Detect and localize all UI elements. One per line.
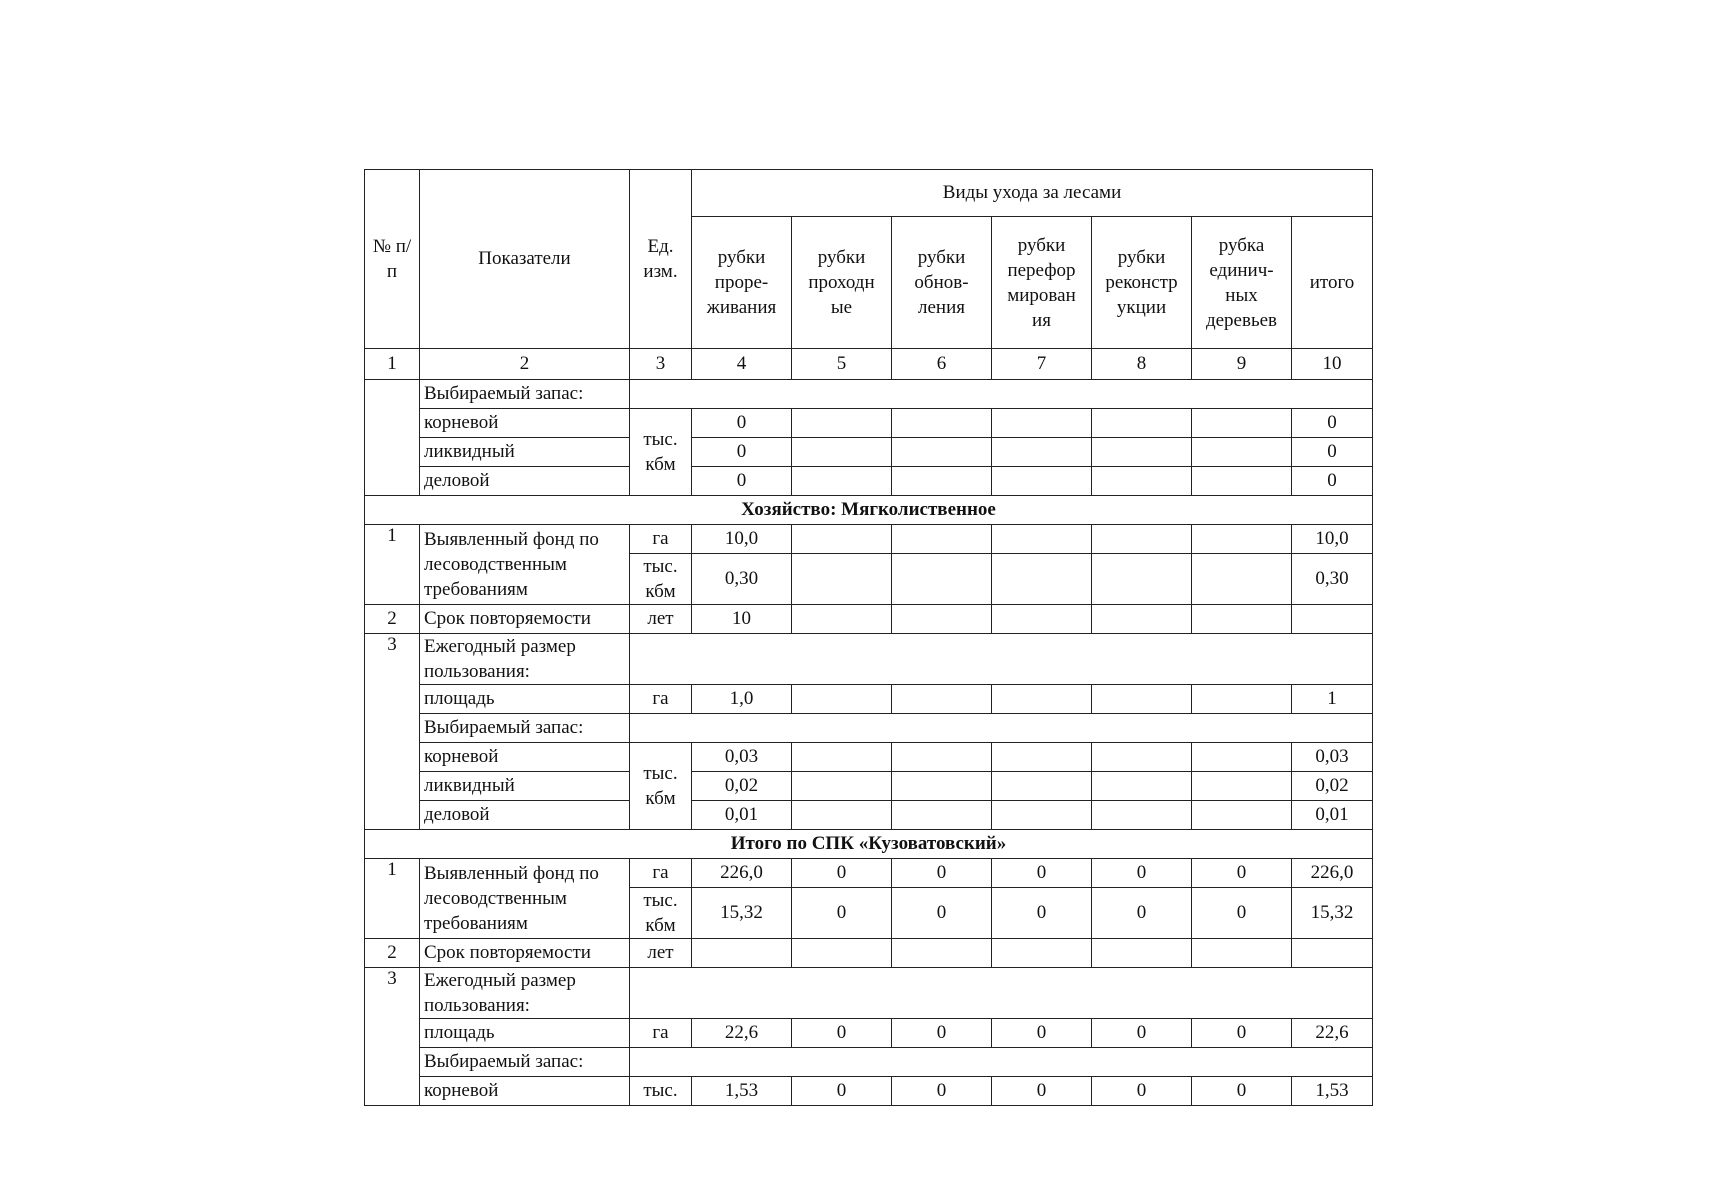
table-row <box>365 714 1373 743</box>
header-col-8: рубки реконстр укции <box>1092 217 1192 349</box>
value-cell: 10,0 <box>692 525 792 554</box>
value-cell: 0 <box>1092 1077 1192 1106</box>
table-row <box>365 380 1373 409</box>
row-label: ликвидный <box>420 438 630 467</box>
value-cell: 0,03 <box>692 743 792 772</box>
table-row <box>365 634 1373 685</box>
total-cell: 0,02 <box>1292 772 1373 801</box>
table-row <box>365 1048 1373 1077</box>
value-cell: 1,53 <box>692 1077 792 1106</box>
col-number: 2 <box>420 349 630 380</box>
unit-cell: тыс. кбм <box>630 554 692 605</box>
empty-span <box>630 634 1373 685</box>
total-cell: 0,03 <box>1292 743 1373 772</box>
value-cell: 0 <box>1192 1077 1292 1106</box>
col-number: 6 <box>892 349 992 380</box>
header-col-6: рубки обнов-ления <box>892 217 992 349</box>
value-cell: 0 <box>792 888 892 939</box>
row-num: 3 <box>365 968 420 1106</box>
row-label: деловой <box>420 801 630 830</box>
table-row <box>365 467 1373 496</box>
table-row <box>365 939 1373 968</box>
row-label: Выбираемый запас: <box>420 1048 630 1077</box>
header-unit: Ед. изм. <box>630 170 692 349</box>
row-label: Выявленный фонд по лесоводственным требованиям <box>420 525 630 605</box>
total-cell: 0,01 <box>1292 801 1373 830</box>
value-cell: 0 <box>1092 1019 1192 1048</box>
col-number: 10 <box>1292 349 1373 380</box>
row-label: корневой <box>420 409 630 438</box>
row-label: ликвидный <box>420 772 630 801</box>
value-cell: 0 <box>792 1077 892 1106</box>
value-cell: 0 <box>1092 888 1192 939</box>
table-row <box>365 1077 1373 1106</box>
table-row <box>365 438 1373 467</box>
unit-cell: га <box>630 1019 692 1048</box>
row-label: площадь <box>420 1019 630 1048</box>
unit-cell: лет <box>630 939 692 968</box>
value-cell: 0,02 <box>692 772 792 801</box>
table-row <box>365 685 1373 714</box>
row-label: Выявленный фонд по лесоводственным требованиям <box>420 859 630 939</box>
table-row <box>365 1019 1373 1048</box>
total-cell: 10,0 <box>1292 525 1373 554</box>
total-cell: 15,32 <box>1292 888 1373 939</box>
section-header-row <box>365 830 1373 859</box>
value-cell: 0 <box>692 409 792 438</box>
total-cell: 1,53 <box>1292 1077 1373 1106</box>
row-label: корневой <box>420 1077 630 1106</box>
col-number: 3 <box>630 349 692 380</box>
section-header-row <box>365 496 1373 525</box>
table-row <box>365 525 1373 554</box>
value-cell: 0 <box>792 859 892 888</box>
table-row <box>365 859 1373 888</box>
value-cell: 0 <box>892 888 992 939</box>
value-cell: 0 <box>992 888 1092 939</box>
unit-cell: га <box>630 685 692 714</box>
value-cell: 0 <box>1192 859 1292 888</box>
row-num: 1 <box>365 525 420 605</box>
value-cell: 0 <box>892 1077 992 1106</box>
value-cell: 0 <box>1092 859 1192 888</box>
section-title: Итого по СПК «Кузоватовский» <box>365 830 1373 859</box>
table-row <box>365 605 1373 634</box>
row-label: Выбираемый запас: <box>420 380 630 409</box>
total-cell: 0 <box>1292 438 1373 467</box>
row-label: деловой <box>420 467 630 496</box>
row-num: 1 <box>365 859 420 939</box>
total-cell: 0,30 <box>1292 554 1373 605</box>
value-cell: 0 <box>1192 888 1292 939</box>
total-cell: 1 <box>1292 685 1373 714</box>
row-num-empty <box>365 380 420 496</box>
value-cell: 0 <box>992 1077 1092 1106</box>
row-label: Ежегодный размер пользования: <box>420 968 630 1019</box>
header-col-4: рубки проре-живания <box>692 217 792 349</box>
column-numbers-row <box>365 349 1373 380</box>
row-label: Ежегодный размер пользования: <box>420 634 630 685</box>
header-indicators: Показатели <box>420 170 630 349</box>
value-cell: 0,01 <box>692 801 792 830</box>
header-col-9: рубка единич-ных деревьев <box>1192 217 1292 349</box>
value-cell: 226,0 <box>692 859 792 888</box>
total-cell: 0 <box>1292 409 1373 438</box>
value-cell: 0 <box>692 467 792 496</box>
row-num: 2 <box>365 939 420 968</box>
table-row <box>365 801 1373 830</box>
total-cell: 0 <box>1292 467 1373 496</box>
row-label: площадь <box>420 685 630 714</box>
section-title: Хозяйство: Мягколиственное <box>365 496 1373 525</box>
empty-span <box>630 380 1373 409</box>
col-number: 7 <box>992 349 1092 380</box>
header-col-5: рубки проходн ые <box>792 217 892 349</box>
header-col-10: итого <box>1292 217 1373 349</box>
value-cell: 0 <box>792 1019 892 1048</box>
total-cell: 22,6 <box>1292 1019 1373 1048</box>
value-cell: 10 <box>692 605 792 634</box>
total-cell: 226,0 <box>1292 859 1373 888</box>
header-col-7: рубки перефор мирован ия <box>992 217 1092 349</box>
value-cell: 0 <box>692 438 792 467</box>
row-label: корневой <box>420 743 630 772</box>
col-number: 9 <box>1192 349 1292 380</box>
unit-cell: тыс. кбм <box>630 743 692 830</box>
header-care-types: Виды ухода за лесами <box>692 170 1373 217</box>
unit-cell: тыс. <box>630 1077 692 1106</box>
value-cell: 0,30 <box>692 554 792 605</box>
empty-span <box>630 714 1373 743</box>
col-number: 8 <box>1092 349 1192 380</box>
row-label: Срок повторяемости <box>420 939 630 968</box>
row-label: Выбираемый запас: <box>420 714 630 743</box>
unit-cell: лет <box>630 605 692 634</box>
value-cell: 0 <box>892 859 992 888</box>
table-row <box>365 409 1373 438</box>
row-num: 3 <box>365 634 420 830</box>
unit-cell: га <box>630 859 692 888</box>
empty-span <box>630 968 1373 1019</box>
header-num: № п/п <box>365 170 420 349</box>
value-cell: 15,32 <box>692 888 792 939</box>
table-row <box>365 743 1373 772</box>
unit-cell: тыс. кбм <box>630 409 692 496</box>
value-cell: 0 <box>992 1019 1092 1048</box>
empty-span <box>630 1048 1373 1077</box>
unit-cell: тыс. кбм <box>630 888 692 939</box>
table-row <box>365 772 1373 801</box>
unit-cell: га <box>630 525 692 554</box>
row-num: 2 <box>365 605 420 634</box>
value-cell: 1,0 <box>692 685 792 714</box>
col-number: 4 <box>692 349 792 380</box>
value-cell: 0 <box>1192 1019 1292 1048</box>
row-label: Срок повторяемости <box>420 605 630 634</box>
header-row-1 <box>365 170 1373 217</box>
value-cell: 22,6 <box>692 1019 792 1048</box>
col-number: 1 <box>365 349 420 380</box>
col-number: 5 <box>792 349 892 380</box>
value-cell: 0 <box>892 1019 992 1048</box>
value-cell: 0 <box>992 859 1092 888</box>
forest-care-table <box>364 169 1373 1106</box>
table-row <box>365 968 1373 1019</box>
